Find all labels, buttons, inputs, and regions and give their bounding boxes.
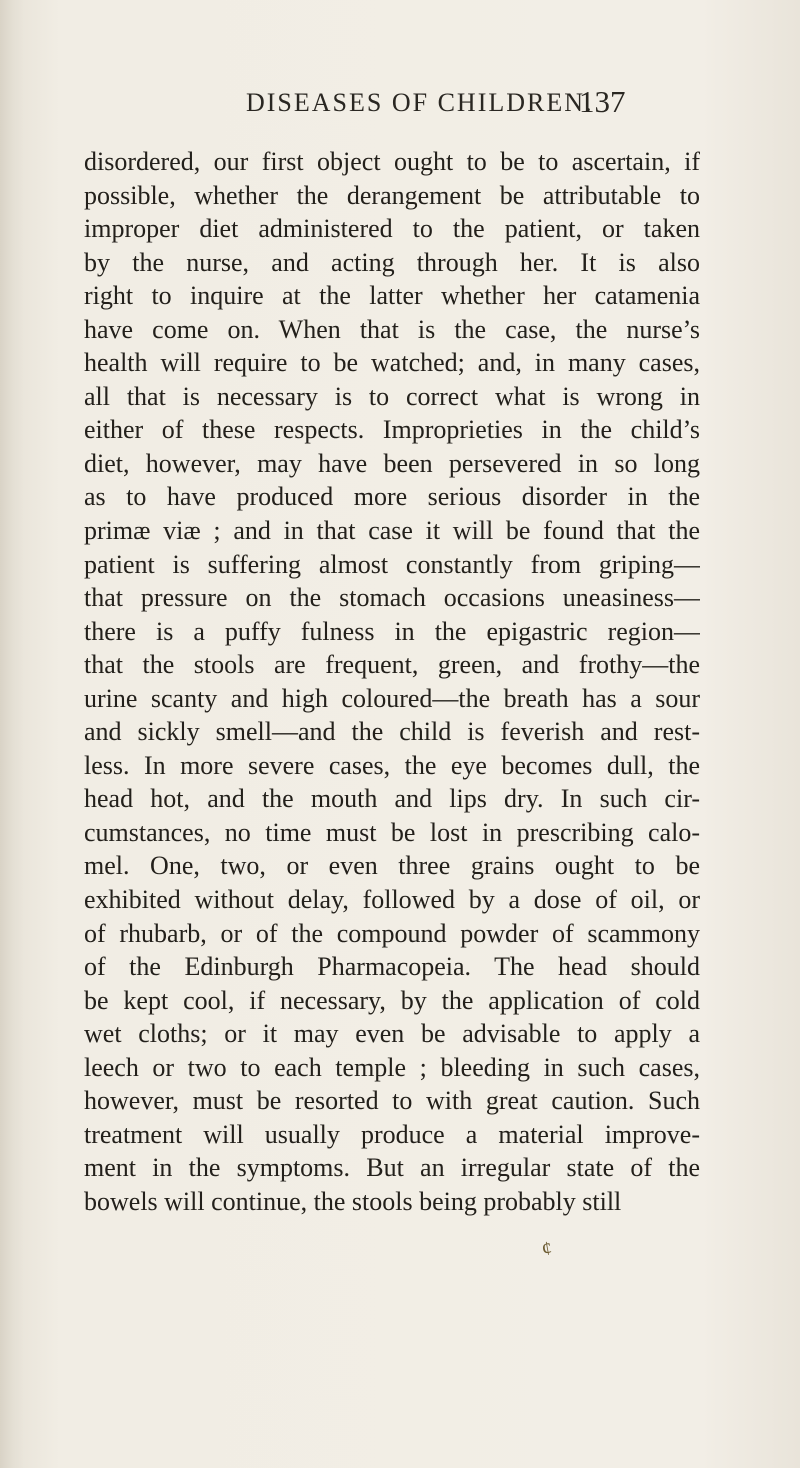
running-title: DISEASES OF CHILDREN. [246,88,594,117]
text-line: of rhubarb, or of the compound powder of scammony [84,918,700,948]
text-line: health will require to be watched; and, in many cases, [84,348,700,378]
text-line: possible, whether the derangement be attributable to [84,180,700,210]
text-line: improper diet administered to the patient, or taken [84,214,700,244]
text-line: urine scanty and high coloured—the breath has a sour [84,683,700,713]
text-line: all that is necessary is to correct what is wrong in [84,381,700,411]
text-line: patient is suffering almost constantly from griping— [84,549,700,579]
text-line: as to have produced more serious disorder in the [84,482,700,512]
text-line: ment in the symptoms. But an irregular state of the [84,1153,700,1183]
text-line: right to inquire at the latter whether her catamenia [84,281,700,311]
text-line: of the Edinburgh Pharmacopeia. The head should [84,952,700,982]
text-line: mel. One, two, or even three grains ought to be [84,851,700,881]
text-line: exhibited without delay, followed by a dose of oil, or [84,885,700,915]
text-line: and sickly smell—and the child is feverish and rest- [84,717,700,747]
text-line: primæ viæ ; and in that case it will be found that the [84,516,700,546]
text-line: that pressure on the stomach occasions uneasiness— [84,583,700,613]
text-line: diet, however, may have been persevered in so long [84,448,700,478]
text-line: wet cloths; or it may even be advisable to apply a [84,1019,700,1049]
text-line: bowels will continue, the stools being probably still [84,1186,622,1216]
text-line: however, must be resorted to with great caution. Such [84,1086,700,1116]
text-line: leech or two to each temple ; bleeding in such cases, [84,1052,700,1082]
text-line: by the nurse, and acting through her. It is also [84,247,700,277]
text-line: head hot, and the mouth and lips dry. In such cir- [84,784,700,814]
catchword-mark: ¢ [540,1237,554,1261]
text-line: either of these respects. Improprieties in the child’s [84,415,700,445]
text-line: disordered, our first object ought to be to ascertain, if [84,147,700,176]
page-gutter-shadow [0,0,24,1468]
page-number: 137 [579,84,626,119]
text-line: cumstances, no time must be lost in prescribing calo- [84,817,700,847]
text-line: treatment will usually produce a material improve- [84,1119,700,1149]
text-line: that the stools are frequent, green, and frothy—the [84,650,700,680]
text-line: be kept cool, if necessary, by the application of cold [84,985,700,1015]
text-line: there is a puffy fulness in the epigastric region— [84,616,700,646]
page-header [0,0,800,130]
body-text [84,145,700,1219]
text-line: have come on. When that is the case, the nurse’s [84,314,700,344]
text-line: less. In more severe cases, the eye becomes dull, the [84,750,700,780]
